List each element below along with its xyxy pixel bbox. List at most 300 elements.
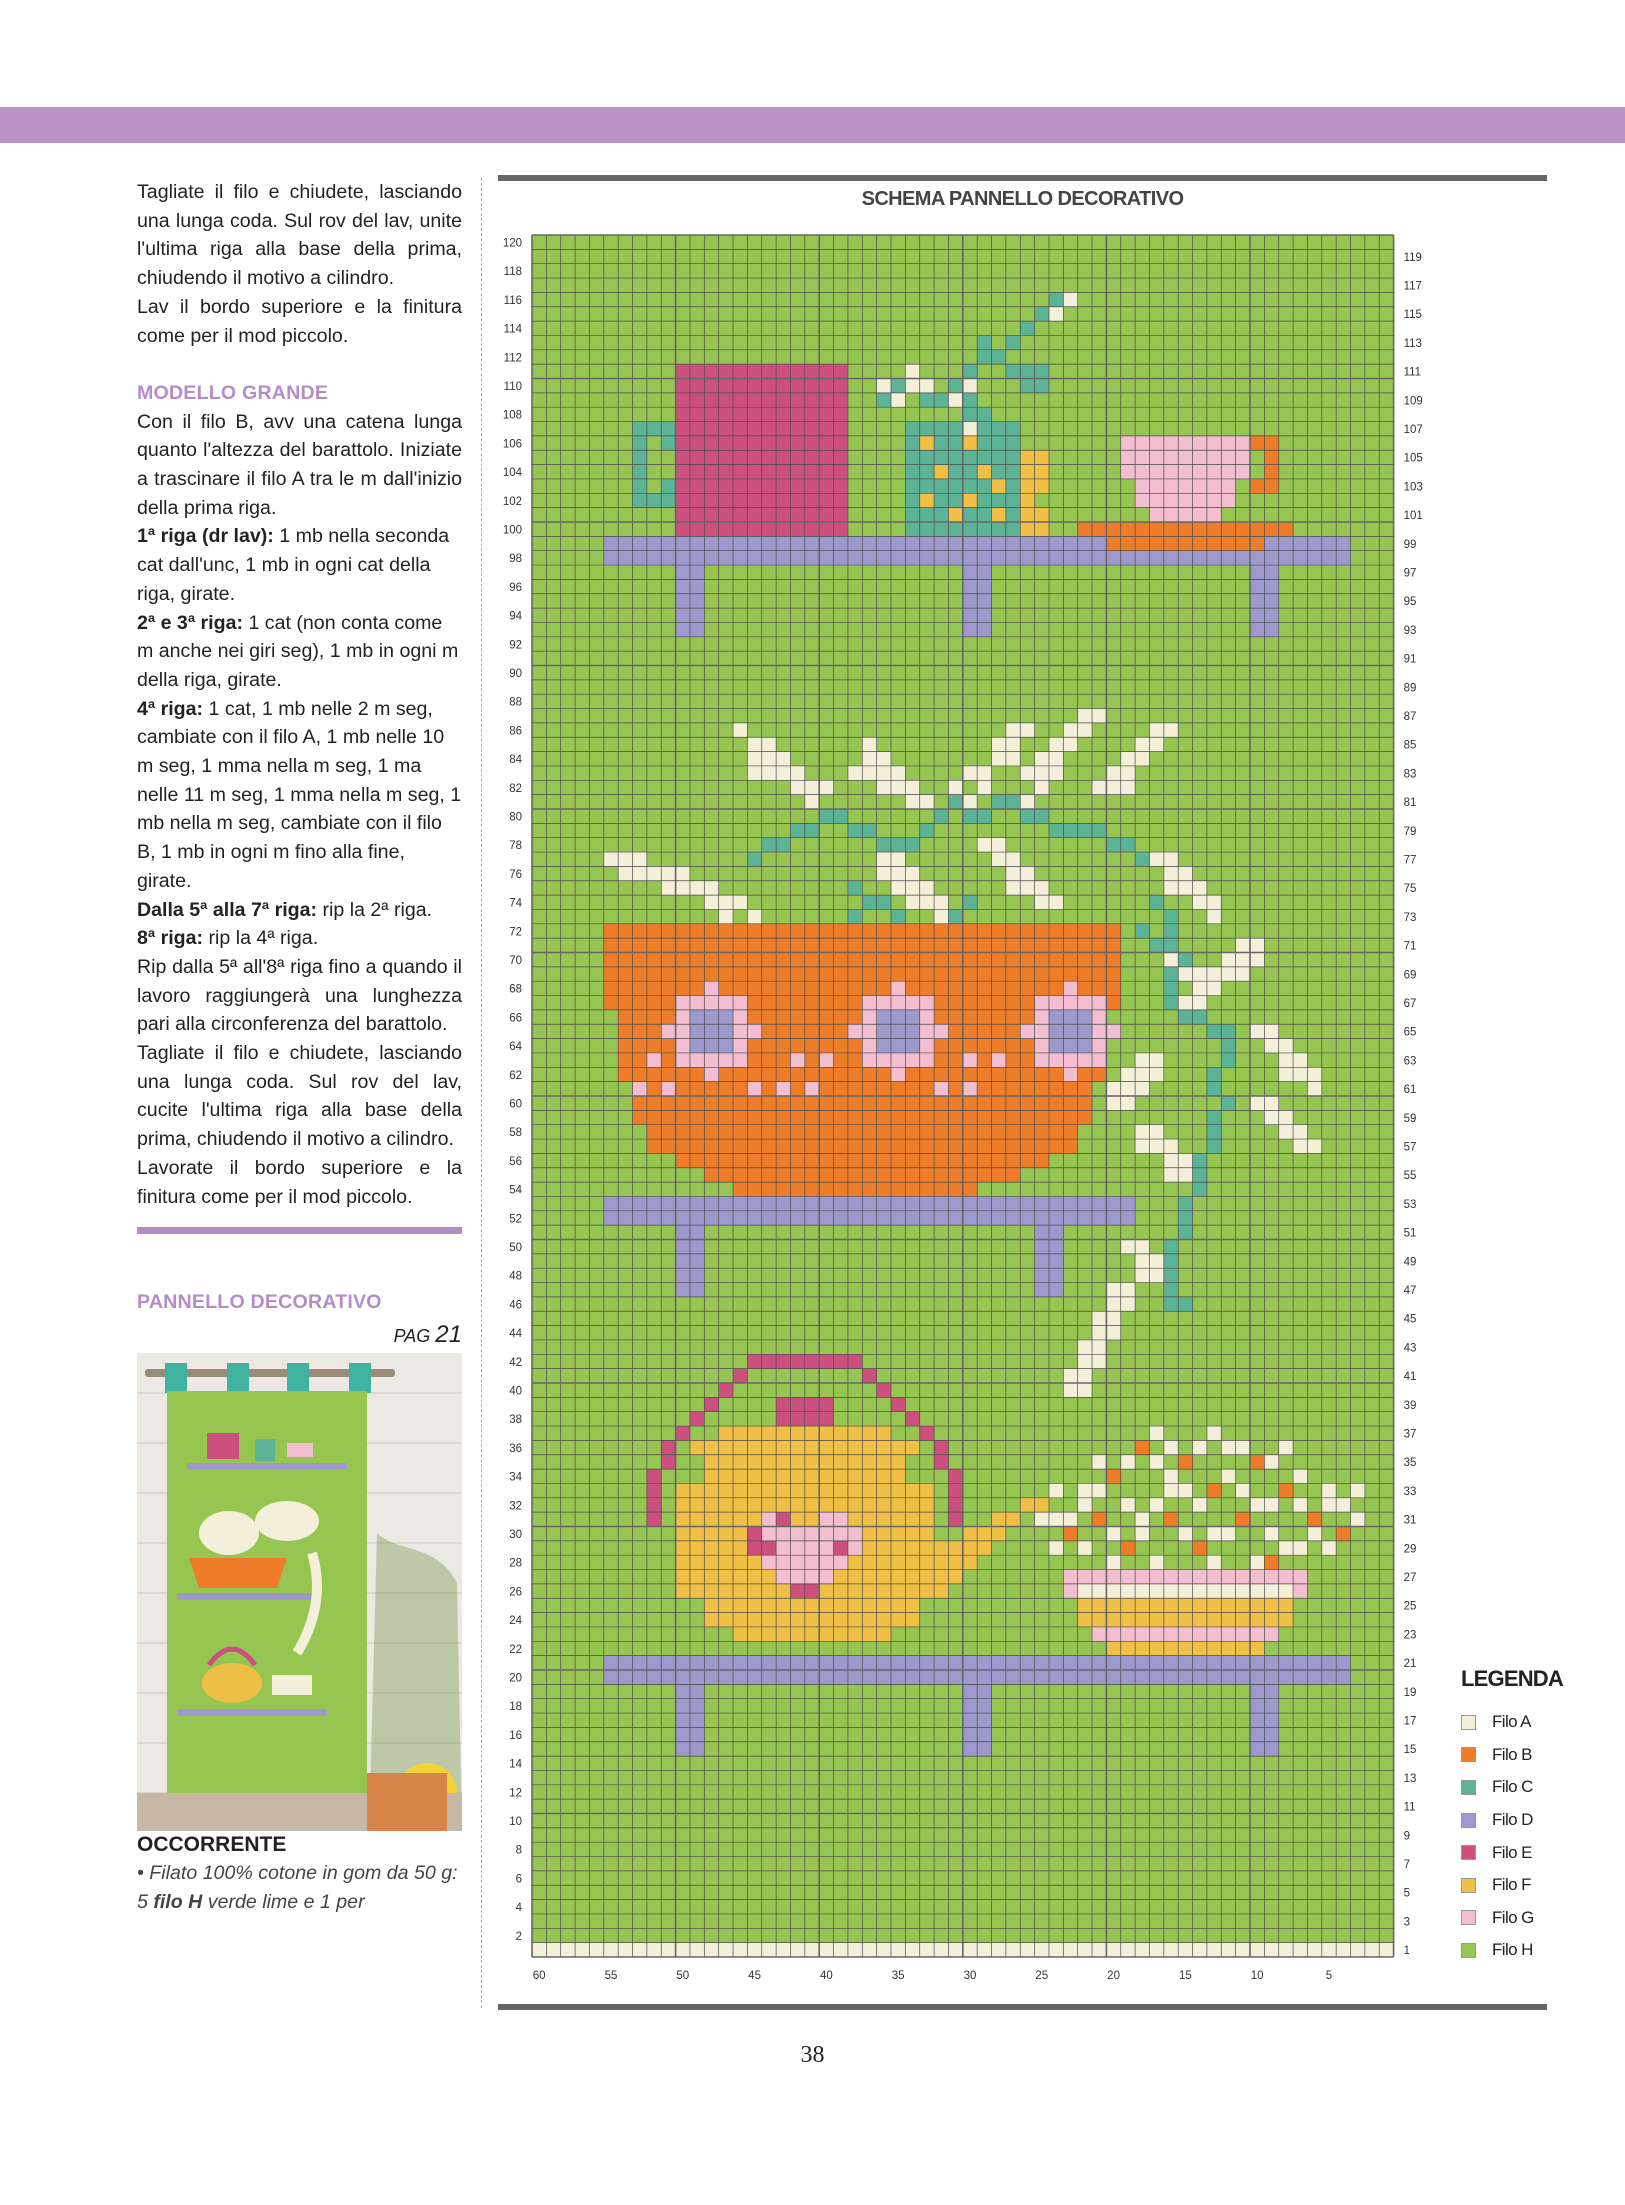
chart-cell [776, 1297, 790, 1311]
chart-cell [977, 379, 991, 393]
chart-cell [963, 1397, 977, 1411]
chart-cell [690, 1096, 704, 1110]
chart-cell [920, 1110, 934, 1124]
chart-cell [1365, 1383, 1379, 1397]
chart-cell [1135, 1110, 1149, 1124]
chart-cell [733, 967, 747, 981]
chart-cell [747, 694, 761, 708]
chart-cell [561, 637, 575, 651]
chart-cell [1135, 709, 1149, 723]
chart-cell [1322, 737, 1336, 751]
chart-cell [1135, 694, 1149, 708]
chart-cell [1336, 1010, 1350, 1024]
chart-cell [1078, 866, 1092, 880]
chart-cell [1293, 1096, 1307, 1110]
chart-cell [1149, 493, 1163, 507]
chart-cell [1006, 780, 1020, 794]
chart-cell [877, 1311, 891, 1325]
chart-cell [963, 1297, 977, 1311]
chart-cell [1106, 1369, 1120, 1383]
chart-cell [905, 1254, 919, 1268]
chart-cell [1365, 1039, 1379, 1053]
chart-cell [862, 1240, 876, 1254]
chart-cell [1049, 450, 1063, 464]
chart-cell [1049, 465, 1063, 479]
chart-cell [733, 594, 747, 608]
chart-cell [1178, 407, 1192, 421]
chart-cell [848, 680, 862, 694]
chart-cell [1063, 895, 1077, 909]
chart-cell [1207, 1412, 1221, 1426]
chart-cell [1221, 364, 1235, 378]
chart-cell [1035, 1010, 1049, 1024]
chart-cell [575, 493, 589, 507]
chart-cell [1006, 967, 1020, 981]
chart-cell [1207, 579, 1221, 593]
chart-cell [733, 1196, 747, 1210]
chart-cell [604, 1354, 618, 1368]
chart-cell [1365, 809, 1379, 823]
chart-cell [1322, 780, 1336, 794]
chart-cell [1322, 493, 1336, 507]
chart-cell [747, 551, 761, 565]
chart-cell [704, 321, 718, 335]
chart-cell [862, 264, 876, 278]
chart-cell [1092, 852, 1106, 866]
chart-cell [1020, 737, 1034, 751]
chart-cell [1379, 407, 1393, 421]
chart-cell [834, 1082, 848, 1096]
chart-cell [1293, 996, 1307, 1010]
chart-cell [1020, 694, 1034, 708]
chart-cell [1121, 881, 1135, 895]
chart-cell [1149, 264, 1163, 278]
chart-cell [1121, 666, 1135, 680]
chart-cell [1279, 536, 1293, 550]
chart-cell [963, 895, 977, 909]
chart-cell [1279, 1096, 1293, 1110]
chart-cell [1006, 1240, 1020, 1254]
chart-cell [877, 809, 891, 823]
chart-cell [719, 465, 733, 479]
chart-cell [905, 651, 919, 665]
chart-cell [977, 235, 991, 249]
chart-cell [920, 809, 934, 823]
chart-cell [1365, 752, 1379, 766]
chart-cell [1264, 1168, 1278, 1182]
chart-cell [1365, 1182, 1379, 1196]
chart-cell [1293, 938, 1307, 952]
chart-cell [1193, 335, 1207, 349]
chart-cell [604, 335, 618, 349]
chart-cell [733, 709, 747, 723]
chart-cell [790, 1168, 804, 1182]
chart-cell [834, 809, 848, 823]
chart-cell [1307, 981, 1321, 995]
chart-cell [532, 737, 546, 751]
chart-cell [719, 924, 733, 938]
chart-cell [1106, 1340, 1120, 1354]
chart-cell [733, 278, 747, 292]
chart-cell [1164, 1354, 1178, 1368]
chart-cell [992, 723, 1006, 737]
chart-cell [862, 594, 876, 608]
chart-cell [1020, 1082, 1034, 1096]
chart-cell [575, 393, 589, 407]
chart-cell [1149, 1053, 1163, 1067]
chart-cell [963, 551, 977, 565]
chart-cell [1351, 651, 1365, 665]
chart-cell [862, 1010, 876, 1024]
chart-cell [805, 508, 819, 522]
chart-cell [1049, 1268, 1063, 1282]
chart-cell [877, 1196, 891, 1210]
chart-cell [905, 1240, 919, 1254]
chart-cell [690, 967, 704, 981]
chart-cell [1006, 407, 1020, 421]
chart-cell [948, 1326, 962, 1340]
chart-cell [733, 1369, 747, 1383]
chart-cell [1178, 1168, 1192, 1182]
chart-cell [1106, 264, 1120, 278]
chart-cell [532, 608, 546, 622]
chart-cell [891, 953, 905, 967]
chart-cell [1078, 579, 1092, 593]
chart-cell [575, 350, 589, 364]
chart-cell [819, 737, 833, 751]
chart-cell [1365, 1297, 1379, 1311]
chart-cell [905, 1369, 919, 1383]
chart-cell [575, 838, 589, 852]
chart-cell [604, 981, 618, 995]
chart-cell [977, 608, 991, 622]
chart-cell [920, 1240, 934, 1254]
chart-cell [575, 465, 589, 479]
chart-cell [834, 996, 848, 1010]
chart-cell [1178, 1340, 1192, 1354]
chart-cell [561, 551, 575, 565]
chart-cell [1006, 1039, 1020, 1053]
chart-cell [690, 1010, 704, 1024]
chart-cell [1322, 752, 1336, 766]
chart-cell [647, 895, 661, 909]
chart-cell [733, 536, 747, 550]
chart-cell [992, 249, 1006, 263]
chart-cell [877, 1225, 891, 1239]
chart-cell [1106, 594, 1120, 608]
chart-cell [1049, 953, 1063, 967]
chart-cell [704, 264, 718, 278]
chart-cell [834, 1283, 848, 1297]
chart-cell [1178, 909, 1192, 923]
chart-cell [776, 249, 790, 263]
chart-cell [1236, 422, 1250, 436]
chart-cell [604, 1326, 618, 1340]
chart-cell [1193, 1326, 1207, 1340]
chart-cell [963, 1067, 977, 1081]
chart-cell [1221, 608, 1235, 622]
chart-cell [1006, 1053, 1020, 1067]
chart-cell [805, 1182, 819, 1196]
chart-cell [948, 1297, 962, 1311]
chart-cell [1336, 1096, 1350, 1110]
chart-cell [1092, 1182, 1106, 1196]
chart-cell [747, 393, 761, 407]
chart-cell [1006, 235, 1020, 249]
chart-cell [561, 450, 575, 464]
chart-cell [1178, 379, 1192, 393]
chart-cell [1322, 1024, 1336, 1038]
chart-cell [1092, 508, 1106, 522]
chart-cell [790, 1240, 804, 1254]
chart-cell [905, 579, 919, 593]
chart-cell [790, 551, 804, 565]
chart-cell [992, 1254, 1006, 1268]
chart-cell [1149, 637, 1163, 651]
chart-cell [877, 795, 891, 809]
chart-cell [1250, 737, 1264, 751]
chart-cell [1207, 1354, 1221, 1368]
chart-cell [1020, 723, 1034, 737]
chart-cell [733, 795, 747, 809]
chart-cell [1020, 1354, 1034, 1368]
chart-cell [1236, 1297, 1250, 1311]
chart-cell [1020, 1153, 1034, 1167]
chart-cell [1379, 278, 1393, 292]
chart-cell [1121, 1125, 1135, 1139]
chart-cell [963, 1024, 977, 1038]
chart-cell [1063, 335, 1077, 349]
chart-cell [948, 680, 962, 694]
chart-cell [733, 579, 747, 593]
chart-cell [790, 508, 804, 522]
chart-cell [1178, 967, 1192, 981]
chart-cell [776, 1268, 790, 1282]
chart-cell [1193, 1369, 1207, 1383]
chart-cell [1250, 493, 1264, 507]
chart-cell [848, 522, 862, 536]
chart-cell [1293, 249, 1307, 263]
chart-cell [1279, 795, 1293, 809]
chart-cell [1063, 737, 1077, 751]
chart-cell [604, 364, 618, 378]
chart-cell [1365, 307, 1379, 321]
chart-cell [1236, 809, 1250, 823]
chart-cell [719, 379, 733, 393]
chart-cell [848, 967, 862, 981]
chart-cell [1336, 809, 1350, 823]
chart-cell [1035, 407, 1049, 421]
chart-cell [1049, 579, 1063, 593]
chart-cell [661, 838, 675, 852]
chart-cell [1149, 651, 1163, 665]
chart-cell [1207, 981, 1221, 995]
chart-cell [1164, 579, 1178, 593]
chart-cell [1135, 407, 1149, 421]
chart-cell [647, 536, 661, 550]
chart-cell [690, 1082, 704, 1096]
chart-cell [690, 1024, 704, 1038]
chart-cell [1193, 1168, 1207, 1182]
chart-cell [1379, 680, 1393, 694]
chart-cell [905, 924, 919, 938]
chart-cell [1106, 1397, 1120, 1411]
chart-cell [992, 938, 1006, 952]
chart-cell [1149, 235, 1163, 249]
row-instruction: 8ª riga: rip la 4ª riga. [137, 927, 319, 950]
chart-cell [762, 996, 776, 1010]
chart-cell [676, 508, 690, 522]
chart-cell [877, 1096, 891, 1110]
chart-cell [1164, 866, 1178, 880]
chart-cell [561, 522, 575, 536]
chart-cell [862, 1383, 876, 1397]
chart-cell [1164, 838, 1178, 852]
chart-cell [1379, 307, 1393, 321]
chart-cell [1322, 321, 1336, 335]
chart-cell [790, 1340, 804, 1354]
chart-cell [1135, 766, 1149, 780]
chart-cell [676, 981, 690, 995]
chart-cell [532, 723, 546, 737]
chart-cell [1049, 422, 1063, 436]
chart-cell [733, 493, 747, 507]
chart-cell [661, 651, 675, 665]
chart-cell [1049, 278, 1063, 292]
chart-cell [934, 823, 948, 837]
chart-cell [1207, 766, 1221, 780]
chart-cell [647, 335, 661, 349]
chart-cell [834, 579, 848, 593]
chart-cell [1365, 953, 1379, 967]
chart-cell [604, 608, 618, 622]
chart-cell [561, 838, 575, 852]
chart-cell [762, 608, 776, 622]
chart-cell [647, 967, 661, 981]
chart-cell [1207, 422, 1221, 436]
chart-cell [862, 1268, 876, 1282]
chart-cell [1379, 823, 1393, 837]
chart-cell [776, 551, 790, 565]
chart-cell [1149, 335, 1163, 349]
chart-cell [934, 1297, 948, 1311]
chart-cell [948, 1397, 962, 1411]
chart-cell [1121, 981, 1135, 995]
chart-cell [992, 809, 1006, 823]
chart-cell [905, 1326, 919, 1340]
chart-cell [1092, 637, 1106, 651]
chart-cell [934, 1354, 948, 1368]
chart-cell [934, 422, 948, 436]
chart-cell [963, 1268, 977, 1282]
chart-cell [1092, 479, 1106, 493]
chart-cell [1336, 1311, 1350, 1325]
chart-cell [647, 866, 661, 880]
chart-cell [661, 493, 675, 507]
chart-cell [647, 579, 661, 593]
chart-cell [977, 1082, 991, 1096]
chart-cell [963, 235, 977, 249]
chart-cell [618, 852, 632, 866]
chart-cell [963, 364, 977, 378]
chart-cell [1135, 536, 1149, 550]
chart-cell [604, 1039, 618, 1053]
chart-cell [1279, 1182, 1293, 1196]
chart-cell [604, 622, 618, 636]
chart-cell [891, 852, 905, 866]
chart-cell [977, 493, 991, 507]
chart-cell [877, 895, 891, 909]
chart-cell [1379, 249, 1393, 263]
chart-cell [862, 1354, 876, 1368]
chart-cell [992, 694, 1006, 708]
chart-cell [1207, 752, 1221, 766]
chart-cell [747, 680, 761, 694]
chart-cell [1236, 565, 1250, 579]
chart-cell [1121, 1153, 1135, 1167]
chart-cell [1365, 709, 1379, 723]
chart-cell [805, 364, 819, 378]
chart-cell [1121, 1397, 1135, 1411]
chart-cell [1149, 666, 1163, 680]
chart-cell [1078, 536, 1092, 550]
chart-cell [1035, 1067, 1049, 1081]
chart-cell [905, 996, 919, 1010]
chart-cell [647, 450, 661, 464]
chart-cell [747, 508, 761, 522]
chart-cell [1193, 737, 1207, 751]
chart-cell [1307, 1297, 1321, 1311]
chart-cell [948, 1067, 962, 1081]
chart-cell [1006, 565, 1020, 579]
chart-cell [633, 1110, 647, 1124]
chart-cell [561, 465, 575, 479]
chart-cell [1092, 981, 1106, 995]
chart-cell [862, 465, 876, 479]
chart-cell [1149, 522, 1163, 536]
chart-cell [834, 709, 848, 723]
chart-cell [790, 1354, 804, 1368]
chart-cell [589, 1283, 603, 1297]
chart-cell [1135, 1211, 1149, 1225]
chart-cell [1250, 723, 1264, 737]
chart-cell [647, 823, 661, 837]
chart-cell [862, 924, 876, 938]
chart-cell [934, 264, 948, 278]
chart-cell [905, 307, 919, 321]
chart-cell [948, 866, 962, 880]
chart-cell [1078, 249, 1092, 263]
chart-cell [948, 1268, 962, 1282]
chart-cell [719, 264, 733, 278]
chart-cell [920, 594, 934, 608]
chart-cell [633, 450, 647, 464]
chart-cell [891, 1110, 905, 1124]
chart-cell [676, 479, 690, 493]
chart-cell [848, 838, 862, 852]
chart-cell [1164, 694, 1178, 708]
chart-cell [618, 938, 632, 952]
chart-cell [848, 1153, 862, 1167]
chart-cell [719, 895, 733, 909]
chart-cell [776, 307, 790, 321]
chart-cell [1264, 235, 1278, 249]
chart-cell [733, 694, 747, 708]
chart-cell [661, 1039, 675, 1053]
chart-cell [790, 1039, 804, 1053]
chart-cell [633, 1082, 647, 1096]
chart-cell [862, 321, 876, 335]
